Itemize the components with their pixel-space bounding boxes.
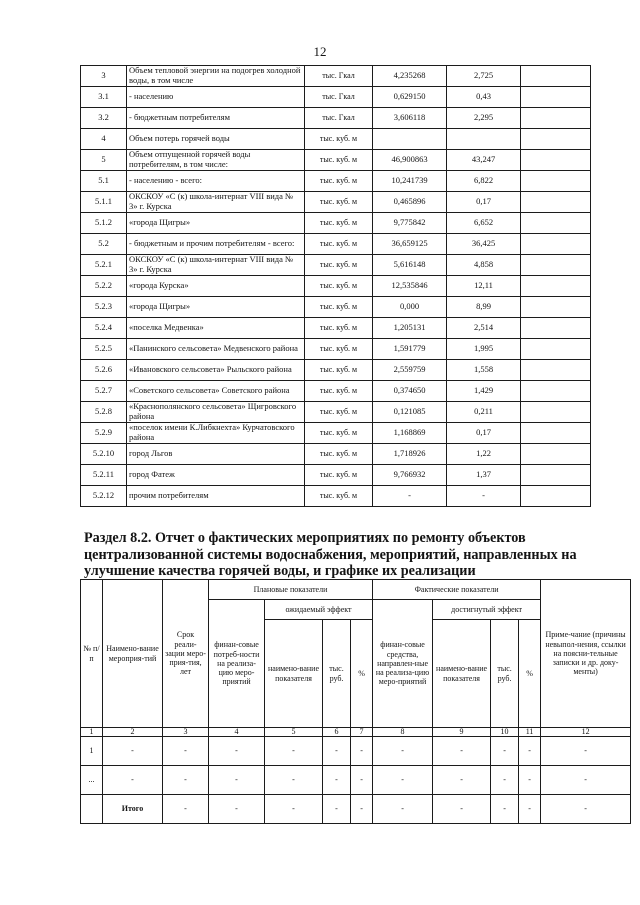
row-name: «Ивановского сельсовета» Рыльского района xyxy=(127,360,305,381)
table-row xyxy=(81,360,591,381)
row-unit: тыс. Гкал xyxy=(305,87,373,108)
row-number: 5.2.11 xyxy=(81,465,127,486)
row-value-2: 1,995 xyxy=(447,339,521,360)
row-value-2: 43,247 xyxy=(447,150,521,171)
row-value-1: 1,205131 xyxy=(373,318,447,339)
header-planned-pct: % xyxy=(351,620,373,728)
row-empty-cell xyxy=(521,297,591,318)
row-name: ОКСКОУ «С (к) школа-интернат VIII вида № 3» г. Курска xyxy=(127,192,305,213)
row-empty-cell xyxy=(521,234,591,255)
row-unit: тыс. куб. м xyxy=(305,276,373,297)
column-index: 11 xyxy=(519,728,541,737)
row-value-1: 0,465896 xyxy=(373,192,447,213)
table-cell: - xyxy=(351,737,373,766)
table-row xyxy=(81,381,591,402)
row-value-2: 1,558 xyxy=(447,360,521,381)
column-index: 10 xyxy=(491,728,519,737)
table-cell: - xyxy=(491,795,519,824)
row-name: город Льгов xyxy=(127,444,305,465)
row-number: 5.2.1 xyxy=(81,255,127,276)
row-value-2: 1,37 xyxy=(447,465,521,486)
page-number: 12 xyxy=(313,44,327,59)
row-number: 5.2.5 xyxy=(81,339,127,360)
row-name: «города Курска» xyxy=(127,276,305,297)
table-row xyxy=(81,766,631,795)
row-unit: тыс. куб. м xyxy=(305,192,373,213)
row-unit: тыс. куб. м xyxy=(305,318,373,339)
table-row xyxy=(81,318,591,339)
table-cell: - xyxy=(265,766,323,795)
row-name: - населению - всего: xyxy=(127,171,305,192)
table-cell: - xyxy=(163,766,209,795)
row-empty-cell xyxy=(521,108,591,129)
row-value-2 xyxy=(447,129,521,150)
row-value-2: 4,858 xyxy=(447,255,521,276)
heat-water-volume-table-body xyxy=(81,66,591,507)
row-name: Объем потерь горячей воды xyxy=(127,129,305,150)
table-cell: - xyxy=(209,737,265,766)
row-value-2: 0,17 xyxy=(447,423,521,444)
table-row xyxy=(81,234,591,255)
row-number: 5.2.8 xyxy=(81,402,127,423)
row-value-1: 4,235268 xyxy=(373,66,447,87)
row-value-1: - xyxy=(373,486,447,507)
row-empty-cell xyxy=(521,486,591,507)
row-value-1: 10,241739 xyxy=(373,171,447,192)
table-row xyxy=(81,108,591,129)
row-value-2: 1,429 xyxy=(447,381,521,402)
row-value-1: 36,659125 xyxy=(373,234,447,255)
header-actual-financing: финан-совые средства, направлен-ные на реализа-цию меро-приятий xyxy=(373,600,433,728)
header-planned: Плановые показатели xyxy=(209,580,373,600)
table-cell: - xyxy=(103,737,163,766)
table-cell: - xyxy=(373,766,433,795)
row-name: Объем отпущенной горячей воды потребителям, в том числе: xyxy=(127,150,305,171)
table-row xyxy=(81,465,591,486)
table-row xyxy=(81,486,591,507)
row-unit: тыс. куб. м xyxy=(305,465,373,486)
row-unit: тыс. куб. м xyxy=(305,150,373,171)
row-unit: тыс. куб. м xyxy=(305,381,373,402)
header-actual-indicator: наимено-вание показателя xyxy=(433,620,491,728)
row-value-2: 2,295 xyxy=(447,108,521,129)
row-value-2: 6,822 xyxy=(447,171,521,192)
table-cell: - xyxy=(351,766,373,795)
row-value-1: 1,718926 xyxy=(373,444,447,465)
row-value-2: 8,99 xyxy=(447,297,521,318)
row-name: - бюджетным потребителям xyxy=(127,108,305,129)
column-index: 5 xyxy=(265,728,323,737)
table-cell: - xyxy=(351,795,373,824)
row-unit: тыс. куб. м xyxy=(305,171,373,192)
row-value-1: 46,900863 xyxy=(373,150,447,171)
row-name: «города Щигры» xyxy=(127,297,305,318)
row-empty-cell xyxy=(521,150,591,171)
row-value-1: 1,591779 xyxy=(373,339,447,360)
table-row xyxy=(81,66,591,87)
table-cell: - xyxy=(163,737,209,766)
row-value-2: 0,211 xyxy=(447,402,521,423)
table-cell: - xyxy=(519,737,541,766)
row-empty-cell xyxy=(521,339,591,360)
table-cell: - xyxy=(209,766,265,795)
row-empty-cell xyxy=(521,444,591,465)
row-number: 3.1 xyxy=(81,87,127,108)
row-number: 3 xyxy=(81,66,127,87)
table-cell: - xyxy=(491,737,519,766)
table-header-row xyxy=(81,580,631,600)
table-row xyxy=(81,129,591,150)
row-name: «Советского сельсовета» Советского района xyxy=(127,381,305,402)
row-unit: тыс. Гкал xyxy=(305,66,373,87)
row-number: 5.2.7 xyxy=(81,381,127,402)
table-cell: - xyxy=(323,795,351,824)
table-cell: - xyxy=(373,737,433,766)
table-row xyxy=(81,444,591,465)
row-empty-cell xyxy=(521,465,591,486)
row-number: 5.1.1 xyxy=(81,192,127,213)
table-row xyxy=(81,171,591,192)
row-unit: тыс. куб. м xyxy=(305,444,373,465)
table-cell: - xyxy=(373,795,433,824)
header-planned-indicator: наимено-вание показателя xyxy=(265,620,323,728)
table-row xyxy=(81,402,591,423)
row-number: 4 xyxy=(81,129,127,150)
row-number: 5.2.9 xyxy=(81,423,127,444)
row-number: 5.2.3 xyxy=(81,297,127,318)
column-index-row xyxy=(81,728,631,737)
table-cell: - xyxy=(265,795,323,824)
header-achieved-effect: достигнутый эффект xyxy=(433,600,541,620)
repair-measures-table-body xyxy=(81,580,631,824)
row-value-1: 9,775842 xyxy=(373,213,447,234)
row-unit: тыс. куб. м xyxy=(305,423,373,444)
table-cell: - xyxy=(519,766,541,795)
row-value-1: 1,168869 xyxy=(373,423,447,444)
row-value-1: 0,629150 xyxy=(373,87,447,108)
section-title-line: централизованной системы водоснабжения, мероприятий, направленных на xyxy=(84,546,577,563)
table-cell xyxy=(81,795,103,824)
header-planned-financing: финан-совые потреб-ности на реализа-цию меро-приятий xyxy=(209,600,265,728)
row-empty-cell xyxy=(521,171,591,192)
header-planned-rub: тыс. руб. xyxy=(323,620,351,728)
row-empty-cell xyxy=(521,192,591,213)
table-cell: - xyxy=(209,795,265,824)
row-value-2: - xyxy=(447,486,521,507)
column-index: 8 xyxy=(373,728,433,737)
row-number: 5.2 xyxy=(81,234,127,255)
row-name: «поселок имени К.Либкнехта» Курчатовского района xyxy=(127,423,305,444)
row-name: прочим потребителям xyxy=(127,486,305,507)
row-unit: тыс. куб. м xyxy=(305,402,373,423)
table-row xyxy=(81,297,591,318)
table-cell: - xyxy=(323,766,351,795)
table-cell: - xyxy=(103,766,163,795)
row-unit: тыс. куб. м xyxy=(305,339,373,360)
row-number: 5 xyxy=(81,150,127,171)
row-empty-cell xyxy=(521,381,591,402)
row-unit: тыс. куб. м xyxy=(305,129,373,150)
row-empty-cell xyxy=(521,423,591,444)
section-title xyxy=(84,530,594,580)
row-empty-cell xyxy=(521,129,591,150)
table-cell: 1 xyxy=(81,737,103,766)
table-cell: - xyxy=(519,795,541,824)
row-value-2: 2,514 xyxy=(447,318,521,339)
row-empty-cell xyxy=(521,402,591,423)
row-empty-cell xyxy=(521,276,591,297)
row-number: 5.1 xyxy=(81,171,127,192)
header-note: Приме-чание (причины невыпол-нения, ссылки на поясни-тельные записки и др. доку-менты) xyxy=(541,580,631,728)
row-number: 5.2.2 xyxy=(81,276,127,297)
row-unit: тыс. куб. м xyxy=(305,234,373,255)
table-cell: - xyxy=(323,737,351,766)
row-value-1: 2,559759 xyxy=(373,360,447,381)
row-value-1: 0,374650 xyxy=(373,381,447,402)
row-value-2: 36,425 xyxy=(447,234,521,255)
table-row xyxy=(81,423,591,444)
row-value-2: 0,43 xyxy=(447,87,521,108)
row-value-2: 12,11 xyxy=(447,276,521,297)
row-value-2: 0,17 xyxy=(447,192,521,213)
column-index: 2 xyxy=(103,728,163,737)
row-number: 3.2 xyxy=(81,108,127,129)
column-index: 9 xyxy=(433,728,491,737)
heat-water-volume-table xyxy=(80,65,591,507)
header-actual: Фактические показатели xyxy=(373,580,541,600)
row-number: 5.2.4 xyxy=(81,318,127,339)
table-row xyxy=(81,192,591,213)
table-cell: - xyxy=(541,766,631,795)
table-cell: - xyxy=(541,795,631,824)
row-unit: тыс. куб. м xyxy=(305,255,373,276)
row-value-1: 9,766932 xyxy=(373,465,447,486)
row-value-1: 0,000 xyxy=(373,297,447,318)
header-measure-name: Наимено-вание мероприя-тий xyxy=(103,580,163,728)
row-name: «Панинского сельсовета» Медвенского района xyxy=(127,339,305,360)
row-number: 5.2.12 xyxy=(81,486,127,507)
table-cell: ... xyxy=(81,766,103,795)
row-name: - населению xyxy=(127,87,305,108)
table-row xyxy=(81,276,591,297)
section-title-line: улучшение качества горячей воды, и графике их реализации xyxy=(84,563,476,579)
table-cell: - xyxy=(541,737,631,766)
row-unit: тыс. куб. м xyxy=(305,486,373,507)
row-name: «Краснополянского сельсовета» Щигровского района xyxy=(127,402,305,423)
table-cell: - xyxy=(265,737,323,766)
table-row xyxy=(81,339,591,360)
table-row xyxy=(81,87,591,108)
row-empty-cell xyxy=(521,213,591,234)
table-cell: - xyxy=(433,795,491,824)
row-unit: тыс. куб. м xyxy=(305,213,373,234)
row-value-2: 2,725 xyxy=(447,66,521,87)
section-title-line: Раздел 8.2. Отчет о фактических мероприятиях по ремонту объектов xyxy=(84,530,526,546)
row-unit: тыс. куб. м xyxy=(305,360,373,381)
repair-measures-table xyxy=(80,579,631,824)
header-actual-pct: % xyxy=(519,620,541,728)
table-cell: - xyxy=(433,766,491,795)
row-value-1: 0,121085 xyxy=(373,402,447,423)
row-value-1: 3,606118 xyxy=(373,108,447,129)
column-index: 1 xyxy=(81,728,103,737)
row-name: город Фатеж xyxy=(127,465,305,486)
table-row xyxy=(81,737,631,766)
row-value-1: 5,616148 xyxy=(373,255,447,276)
row-value-2: 6,652 xyxy=(447,213,521,234)
row-number: 5.1.2 xyxy=(81,213,127,234)
row-empty-cell xyxy=(521,318,591,339)
table-cell: - xyxy=(163,795,209,824)
row-empty-cell xyxy=(521,255,591,276)
column-index: 12 xyxy=(541,728,631,737)
row-value-1: 12,535846 xyxy=(373,276,447,297)
table-cell: - xyxy=(491,766,519,795)
row-number: 5.2.6 xyxy=(81,360,127,381)
header-term: Срок реали-зации меро-прия-тия, лет xyxy=(163,580,209,728)
row-name: - бюджетным и прочим потребителям - всего: xyxy=(127,234,305,255)
table-row xyxy=(81,213,591,234)
header-expected-effect: ожидаемый эффект xyxy=(265,600,373,620)
row-empty-cell xyxy=(521,87,591,108)
table-cell: - xyxy=(433,737,491,766)
row-empty-cell xyxy=(521,360,591,381)
row-name: Объем тепловой энергии на подогрев холодной воды, в том числе xyxy=(127,66,305,87)
table-row xyxy=(81,150,591,171)
row-unit: тыс. куб. м xyxy=(305,297,373,318)
row-unit: тыс. Гкал xyxy=(305,108,373,129)
row-name: ОКСКОУ «С (к) школа-интернат VIII вида № 3» г. Курска xyxy=(127,255,305,276)
header-actual-rub: тыс. руб. xyxy=(491,620,519,728)
table-row xyxy=(81,795,631,824)
table-row xyxy=(81,255,591,276)
header-num: № п/п xyxy=(81,580,103,728)
row-name: «поселка Медвенка» xyxy=(127,318,305,339)
column-index: 6 xyxy=(323,728,351,737)
column-index: 4 xyxy=(209,728,265,737)
table-cell: Итого xyxy=(103,795,163,824)
row-number: 5.2.10 xyxy=(81,444,127,465)
row-value-2: 1,22 xyxy=(447,444,521,465)
column-index: 3 xyxy=(163,728,209,737)
row-empty-cell xyxy=(521,66,591,87)
row-name: «города Щигры» xyxy=(127,213,305,234)
row-value-1 xyxy=(373,129,447,150)
column-index: 7 xyxy=(351,728,373,737)
